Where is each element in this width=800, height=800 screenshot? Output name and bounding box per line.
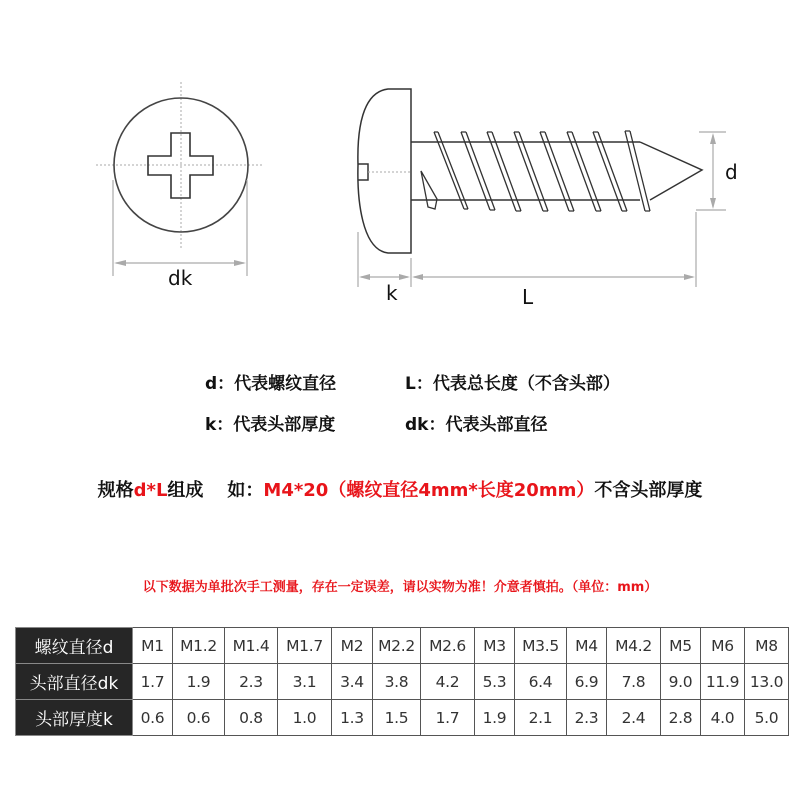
table-cell: M8 bbox=[745, 628, 789, 664]
table-cell: 5.3 bbox=[475, 664, 515, 700]
table-cell: 1.5 bbox=[373, 700, 421, 736]
screw-drawing bbox=[0, 0, 800, 330]
table-cell: 0.6 bbox=[173, 700, 225, 736]
row-header: 头部厚度k bbox=[16, 700, 133, 736]
table-cell: 9.0 bbox=[661, 664, 701, 700]
head-diameter-row bbox=[16, 664, 789, 700]
table-cell: M5 bbox=[661, 628, 701, 664]
table-cell: 6.4 bbox=[515, 664, 567, 700]
table-cell: 3.8 bbox=[373, 664, 421, 700]
table-cell: 4.0 bbox=[701, 700, 745, 736]
legend-k: k：代表头部厚度 bbox=[205, 415, 336, 435]
d-dimension-label: d bbox=[725, 160, 738, 184]
table-cell: M3 bbox=[475, 628, 515, 664]
dk-dimension-label: dk bbox=[168, 266, 193, 290]
table-cell: M1.7 bbox=[278, 628, 332, 664]
table-cell: 7.8 bbox=[607, 664, 661, 700]
table-cell: M2.2 bbox=[373, 628, 421, 664]
legend-dk: dk：代表头部直径 bbox=[405, 415, 548, 435]
L-dimension-label: L bbox=[522, 285, 534, 309]
table-cell: M4.2 bbox=[607, 628, 661, 664]
table-cell: 1.7 bbox=[133, 664, 173, 700]
measurement-note: 以下数据为单批次手工测量，存在一定误差，请以实物为准！介意者慎拍。（单位：mm） bbox=[142, 580, 658, 595]
table-cell: 1.7 bbox=[421, 700, 475, 736]
table-cell: M3.5 bbox=[515, 628, 567, 664]
table-cell: M4 bbox=[567, 628, 607, 664]
table-cell: 1.3 bbox=[332, 700, 373, 736]
k-dimension-label: k bbox=[386, 281, 398, 305]
row-header: 头部直径dk bbox=[16, 664, 133, 700]
table-cell: 1.9 bbox=[173, 664, 225, 700]
table-cell: M1 bbox=[133, 628, 173, 664]
thread-diameter-row bbox=[16, 628, 789, 664]
table-cell: 3.1 bbox=[278, 664, 332, 700]
spec-prefix: 规格 bbox=[97, 480, 134, 501]
spec-suffix: 组成 bbox=[167, 480, 204, 501]
spec-line bbox=[0, 476, 800, 502]
table-cell: 3.4 bbox=[332, 664, 373, 700]
table-cell: 2.8 bbox=[661, 700, 701, 736]
table-cell: 5.0 bbox=[745, 700, 789, 736]
table-cell: M1.2 bbox=[173, 628, 225, 664]
table-cell: 1.9 bbox=[475, 700, 515, 736]
head-thickness-row bbox=[16, 700, 789, 736]
spec-example-tail: 不含头部厚度 bbox=[594, 480, 703, 501]
front-view-head bbox=[96, 82, 262, 276]
table-cell: M2.6 bbox=[421, 628, 475, 664]
table-cell: 2.3 bbox=[225, 664, 278, 700]
table-cell: M6 bbox=[701, 628, 745, 664]
table-cell: 1.0 bbox=[278, 700, 332, 736]
table-cell: 11.9 bbox=[701, 664, 745, 700]
table-cell: 2.1 bbox=[515, 700, 567, 736]
legend-d: d：代表螺纹直径 bbox=[205, 374, 337, 394]
table-cell: M2 bbox=[332, 628, 373, 664]
table-cell: 2.4 bbox=[607, 700, 661, 736]
spec-formula: d*L bbox=[133, 480, 168, 501]
table-cell: 0.8 bbox=[225, 700, 278, 736]
table-cell: M1.4 bbox=[225, 628, 278, 664]
table-cell: 4.2 bbox=[421, 664, 475, 700]
legend-L: L：代表总长度（不含头部） bbox=[405, 374, 620, 394]
table-cell: 6.9 bbox=[567, 664, 607, 700]
row-header: 螺纹直径d bbox=[16, 628, 133, 664]
side-view-screw bbox=[358, 89, 702, 253]
spec-example-label: 如： bbox=[227, 480, 264, 501]
table-cell: 2.3 bbox=[567, 700, 607, 736]
table-cell: 0.6 bbox=[133, 700, 173, 736]
table-cell: 13.0 bbox=[745, 664, 789, 700]
dimension-table bbox=[15, 627, 789, 736]
spec-example-value: M4*20（螺纹直径4mm*长度20mm） bbox=[263, 480, 595, 501]
